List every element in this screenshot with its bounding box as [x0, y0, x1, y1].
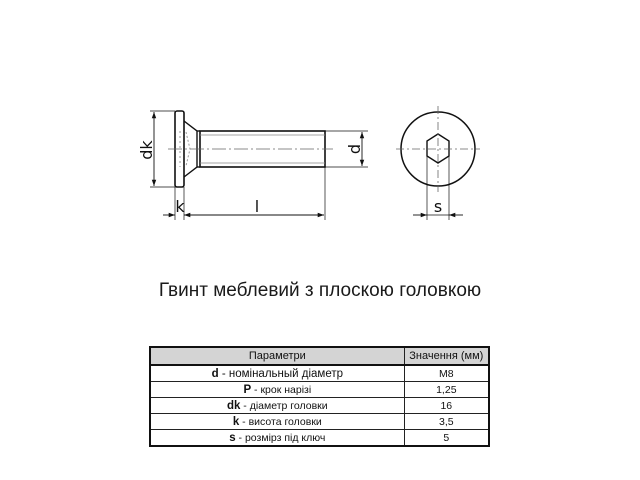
product-title: Гвинт меблевий з плоскою головкою [158, 280, 482, 301]
param-symbol: d [211, 367, 219, 380]
label-l: l [254, 197, 260, 216]
value-cell: M8 [404, 365, 489, 382]
label-k: k [175, 197, 185, 216]
header-values: Значення (мм) [404, 347, 489, 365]
value-cell: 5 [404, 430, 489, 447]
param-cell [150, 398, 404, 414]
param-symbol: dk [226, 399, 241, 412]
table-row [150, 398, 489, 414]
label-dk: dk [137, 140, 156, 160]
table-header-row [150, 347, 489, 365]
param-symbol: s [229, 431, 236, 444]
label-s: s [433, 197, 443, 216]
parameters-table [149, 346, 490, 447]
param-desc: - висота головки [239, 415, 322, 428]
value-cell: 1,25 [404, 382, 489, 398]
value-cell: 16 [404, 398, 489, 414]
param-desc: - розмірз під ключ [235, 431, 326, 444]
label-d: d [345, 143, 364, 155]
table-row [150, 365, 489, 382]
table-row [150, 414, 489, 430]
header-parameters: Параметри [150, 347, 404, 365]
table-row [150, 430, 489, 447]
param-cell [150, 430, 404, 447]
param-desc: - діаметр головки [240, 399, 328, 412]
param-cell [150, 382, 404, 398]
param-symbol: P [243, 383, 252, 396]
value-cell: 3,5 [404, 414, 489, 430]
param-desc: - номінальный діаметр [218, 367, 343, 380]
param-cell [150, 414, 404, 430]
side-view-labels [137, 140, 364, 216]
table-row [150, 382, 489, 398]
param-symbol: k [232, 415, 240, 428]
param-desc: - крок нарізі [251, 383, 312, 396]
param-cell [150, 365, 404, 382]
